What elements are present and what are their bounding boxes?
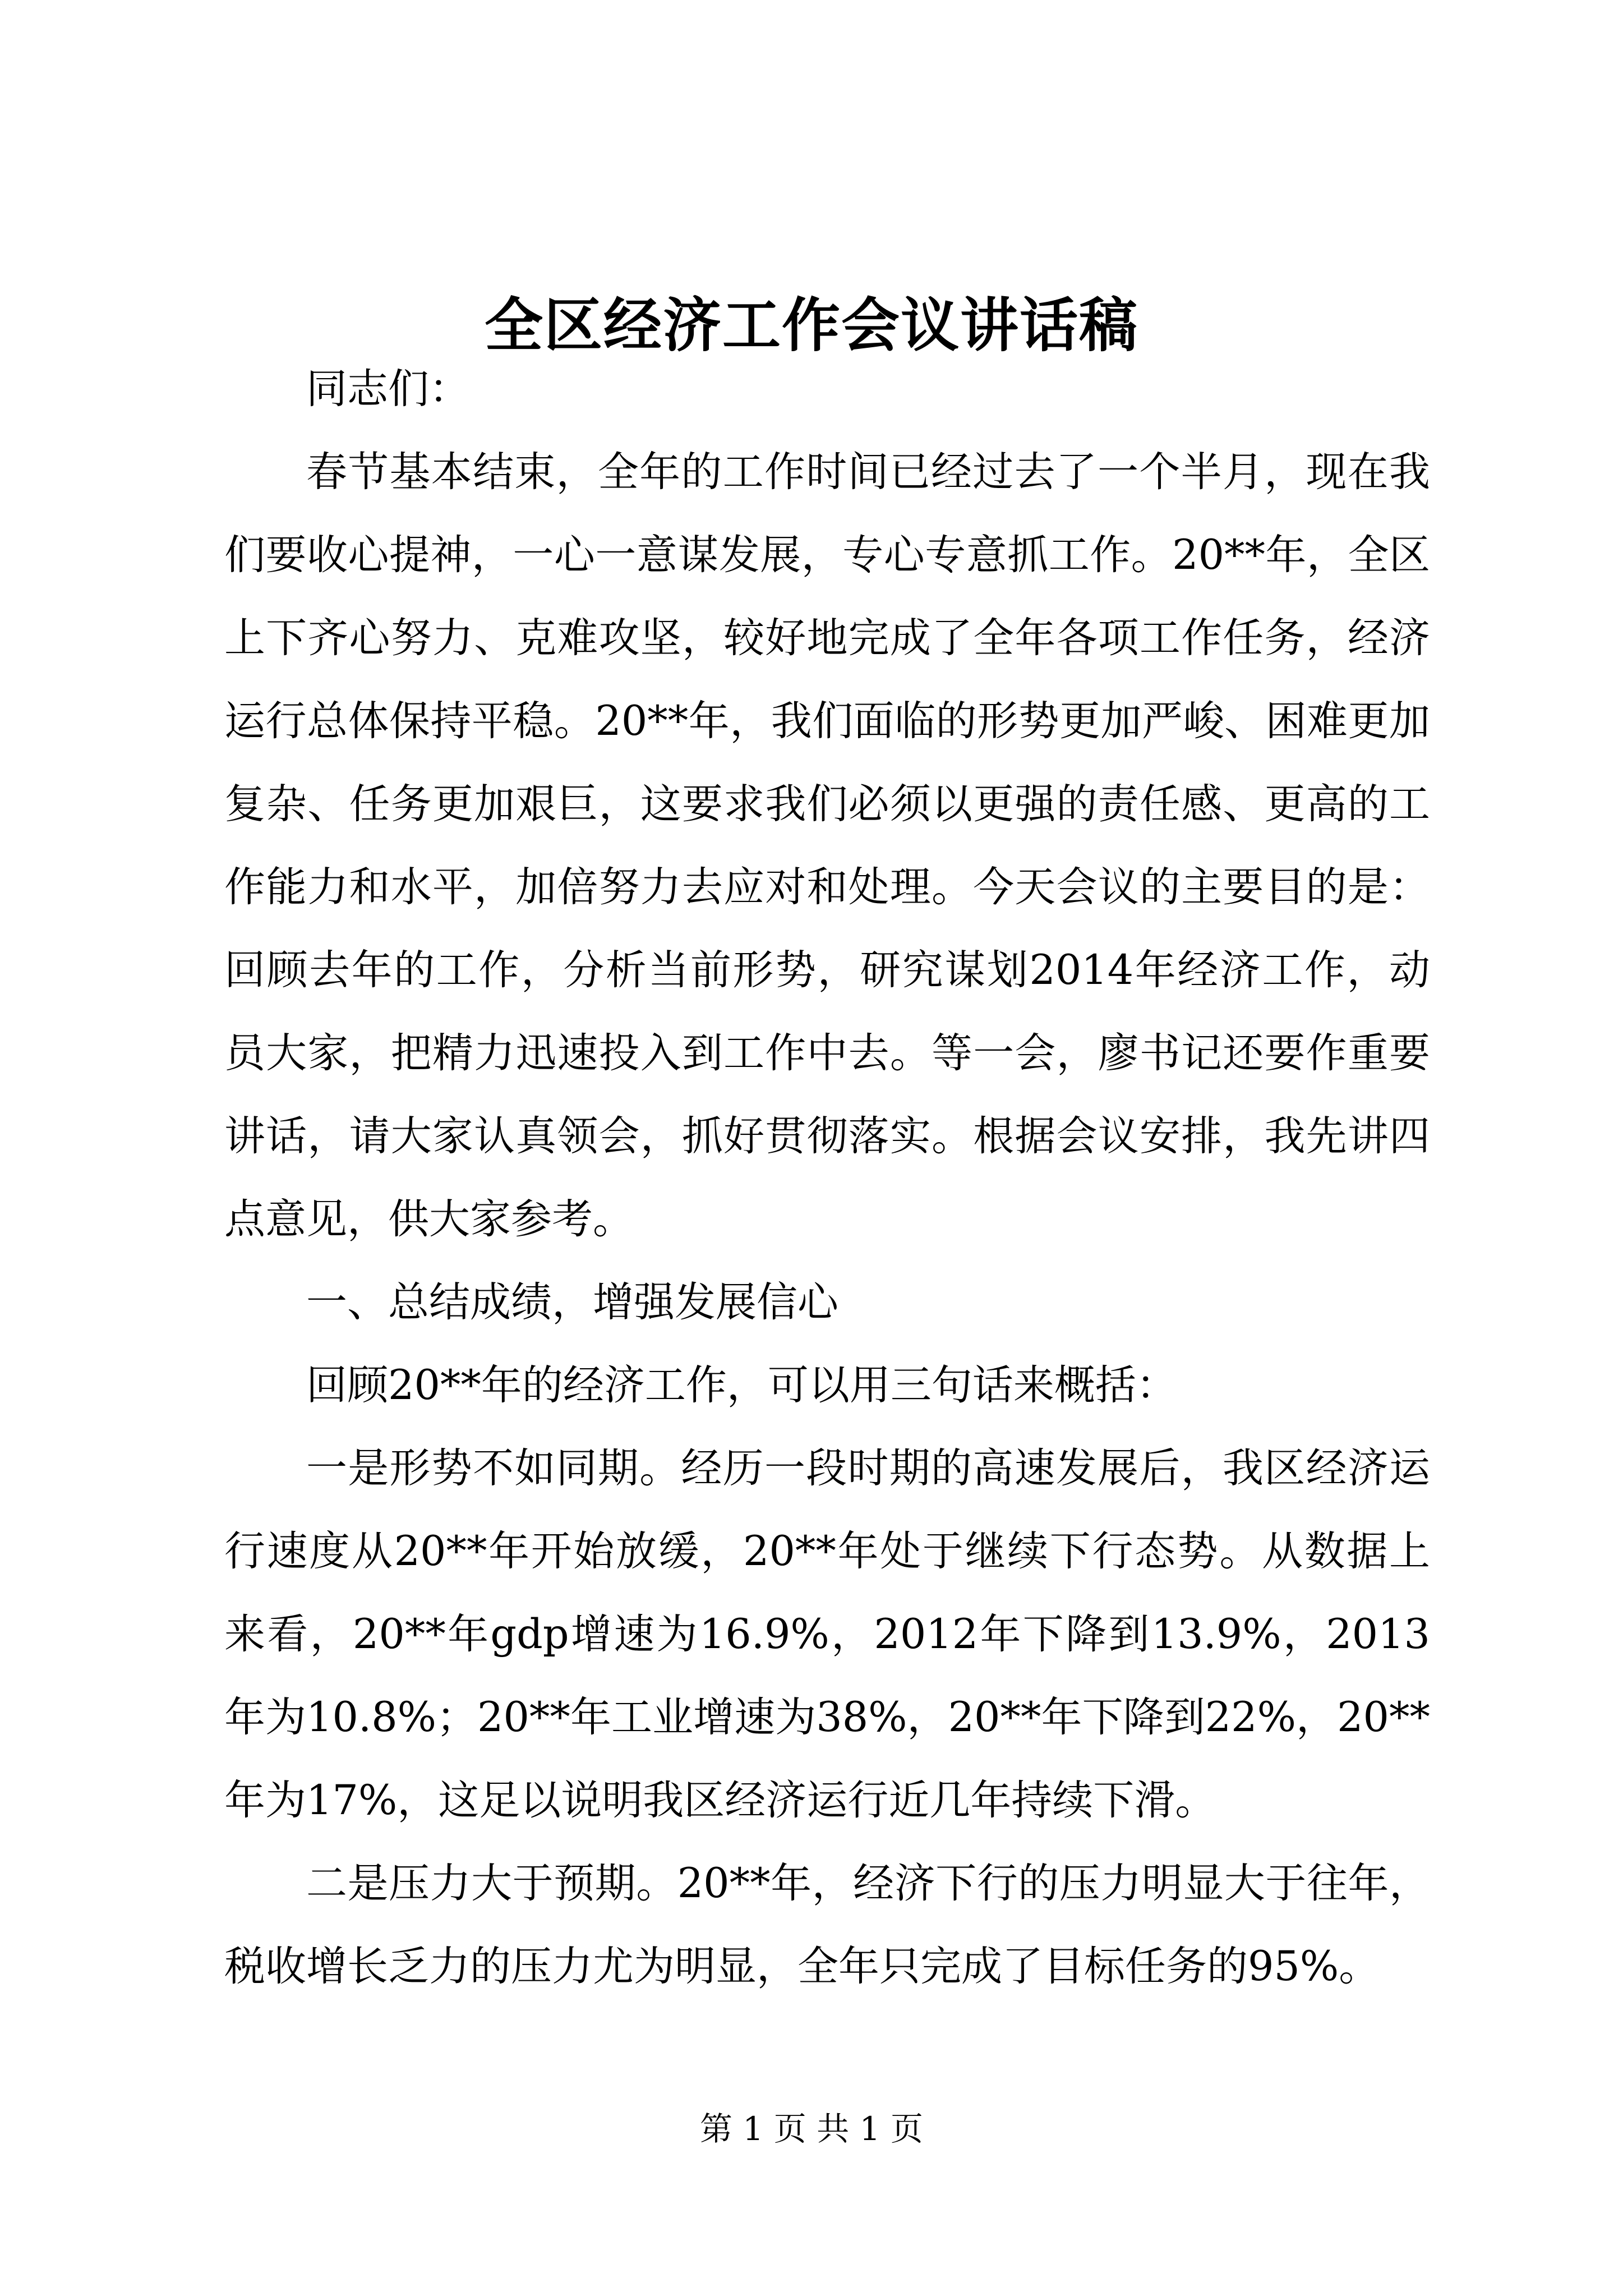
paragraph-point-2: 二是压力大于预期。20**年，经济下行的压力明显大于往年，税收增长乏力的压力尤为明显，全年只完成了目标任务的95%。	[224, 1860, 1430, 1990]
document-body	[224, 348, 1430, 2008]
paragraph-intro: 春节基本结束，全年的工作时间已经过去了一个半月，现在我们要收心提神，一心一意谋发展，专心专意抓工作。20**年，全区上下齐心努力、克难攻坚，较好地完成了全年各项工作任务，经济运行总体保持平稳。20**年，我们面临的形势更加严峻、困难更加复杂、任务更加艰巨，这要求我们必须以更强的责任感、更高的工作能力和水平，加倍努力去应对和处理。今天会议的主要目的是：回顾去年的工作，分析当前形势，研究谋划2014年经济工作，动员大家，把精力迅速投入到工作中去。等一会，廖书记还要作重要讲话，请大家认真领会，抓好贯彻落实。根据会议安排，我先讲四点意见，供大家参考。	[224, 448, 1430, 1243]
document-title: 全区经济工作会议讲话稿	[484, 291, 1138, 360]
page-footer: 第 1 页 共 1 页	[700, 2110, 923, 2148]
paragraph-point-1: 一是形势不如同期。经历一段时期的高速发展后，我区经济运行速度从20**年开始放缓，20**年处于继续下行态势。从数据上来看，20**年gdp增速为16.9%，2012年下降到13.9%，2013年为10.8%；20**年工业增速为38%，20**年下降到22%，20**年为17%，这足以说明我区经济运行近几年持续下滑。	[224, 1444, 1430, 1824]
paragraph-review: 回顾20**年的经济工作，可以用三句话来概括：	[306, 1361, 1177, 1409]
section-heading-1: 一、总结成绩，增强发展信心	[306, 1278, 838, 1326]
salutation: 同志们：	[306, 365, 470, 413]
